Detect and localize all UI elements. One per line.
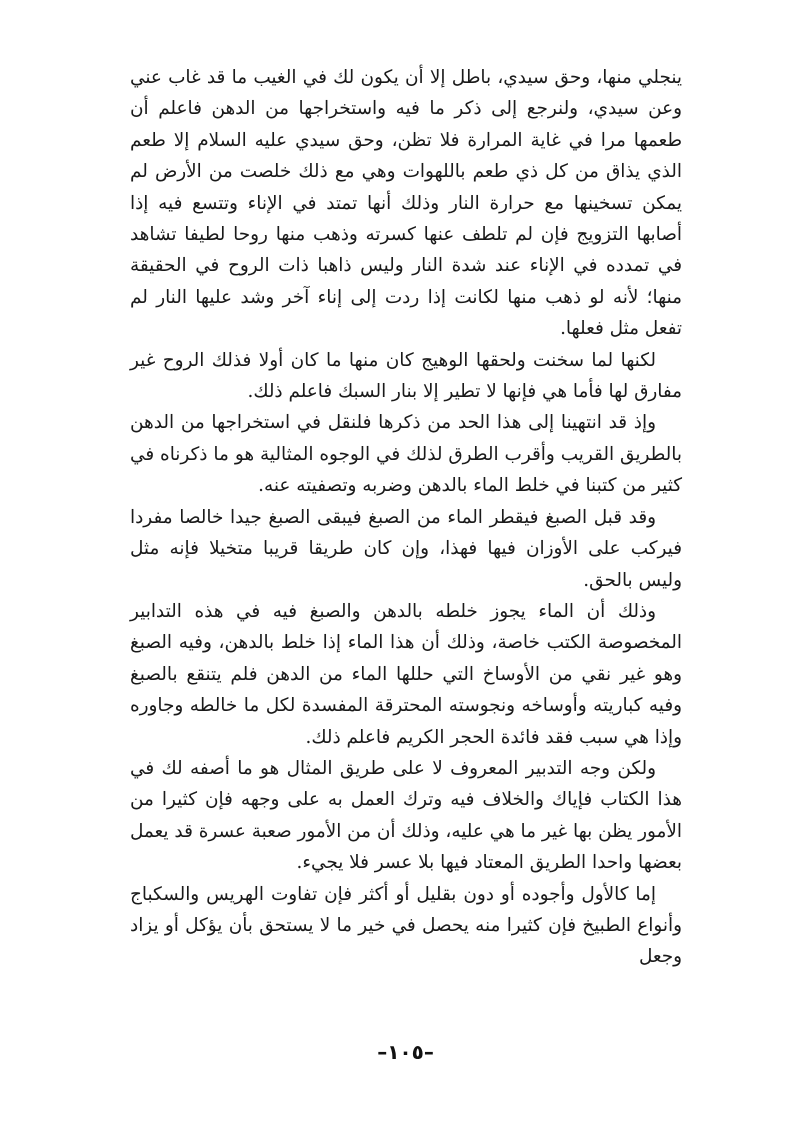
paragraph-4: وقد قبل الصبغ فيقطر الماء من الصبغ فيبقى الصبغ جيدا خالصا مفردا فيركب على الأوزان فيها فهذا، وإن كان طريقا قريبا متخيلا فإنه مثل وليس بالحق. — [130, 506, 682, 591]
paragraph-2: لكنها لما سخنت ولحقها الوهيج كان منها ما كان أولا فذلك الروح غير مفارق لها فأما هي فإنها لا تطير إلا بنار السبك فاعلم ذلك. — [130, 349, 682, 403]
paragraph-7: إما كالأول وأجوده أو دون بقليل أو أكثر فإن تفاوت الهريس والسكباج وأنواع الطبيخ فإن كثيرا منه يحصل في خير ما لا يستحق بأن يؤكل أو يزاد وجعل — [130, 883, 682, 968]
page-number: –١٠٥– — [377, 1040, 434, 1064]
paragraph-6: ولكن وجه التدبير المعروف لا على طريق المثال هو ما أصفه لك في هذا الكتاب فإياك والخلاف فيه وترك العمل به على وجهه فإن كثيرا من الأمور يظن بها غير ما هي عليه، وذلك أن من الأمور صعبة عسرة قد يعمل بعضها واحدا الطريق المعتاد فيها بلا عسر فلا يجيء. — [130, 757, 682, 874]
paragraph-3: وإذ قد انتهينا إلى هذا الحد من ذكرها فلنقل في استخراجها من الدهن بالطريق القريب وأقرب الطرق لذلك في الوجوه المثالية هو ما ذكرناه في كثير من كتبنا في خلط الماء بالدهن وضربه وتصفيته عنه. — [130, 412, 682, 497]
paragraph-5: وذلك أن الماء يجوز خلطه بالدهن والصبغ فيه في هذه التدابير المخصوصة الكتب خاصة، وذلك أن هذا الماء إذا خلط بالدهن، وفيه الصبغ وهو غير نقي من الأوساخ التي حللها الماء من الدهن فلم يتنقع بالصبغ وفيه كباريته وأوساخه ونجوسته المحترقة المفسدة لكل ما خالطه وجاوره وإذا هي سبب فقد فائدة الحجر الكريم فاعلم ذلك. — [130, 600, 682, 748]
page-body — [130, 62, 682, 973]
paragraph-1: ينجلي منها، وحق سيدي، باطل إلا أن يكون لك في الغيب ما قد غاب عني وعن سيدي، ولنرجع إلى ذكر ما فيه واستخراجها من الدهن فاعلم أن طعمها مرا في غاية المرارة فلا تظن، وحق سيدي عليه السلام إلا طعم الذي يذاق من كل ذي طعم باللهوات وهي مع ذلك خلصت من الأرض لم يمكن تسخينها مع حرارة النار وذلك أنها تمتد في الإناء وتتسع فيه إذا أصابها التزويج فإن لم تلطف عنها كسرته وذهب منها روحا لطيفا تشاهد في تمدده في الإناء عند شدة النار وليس ذاهبا ذات الروح في الحقيقة منها؛ لأنه لو ذهب منها لكانت إذا ردت إلى إناء آخر وشد عليها النار لم تفعل مثل فعلها. — [130, 67, 682, 340]
